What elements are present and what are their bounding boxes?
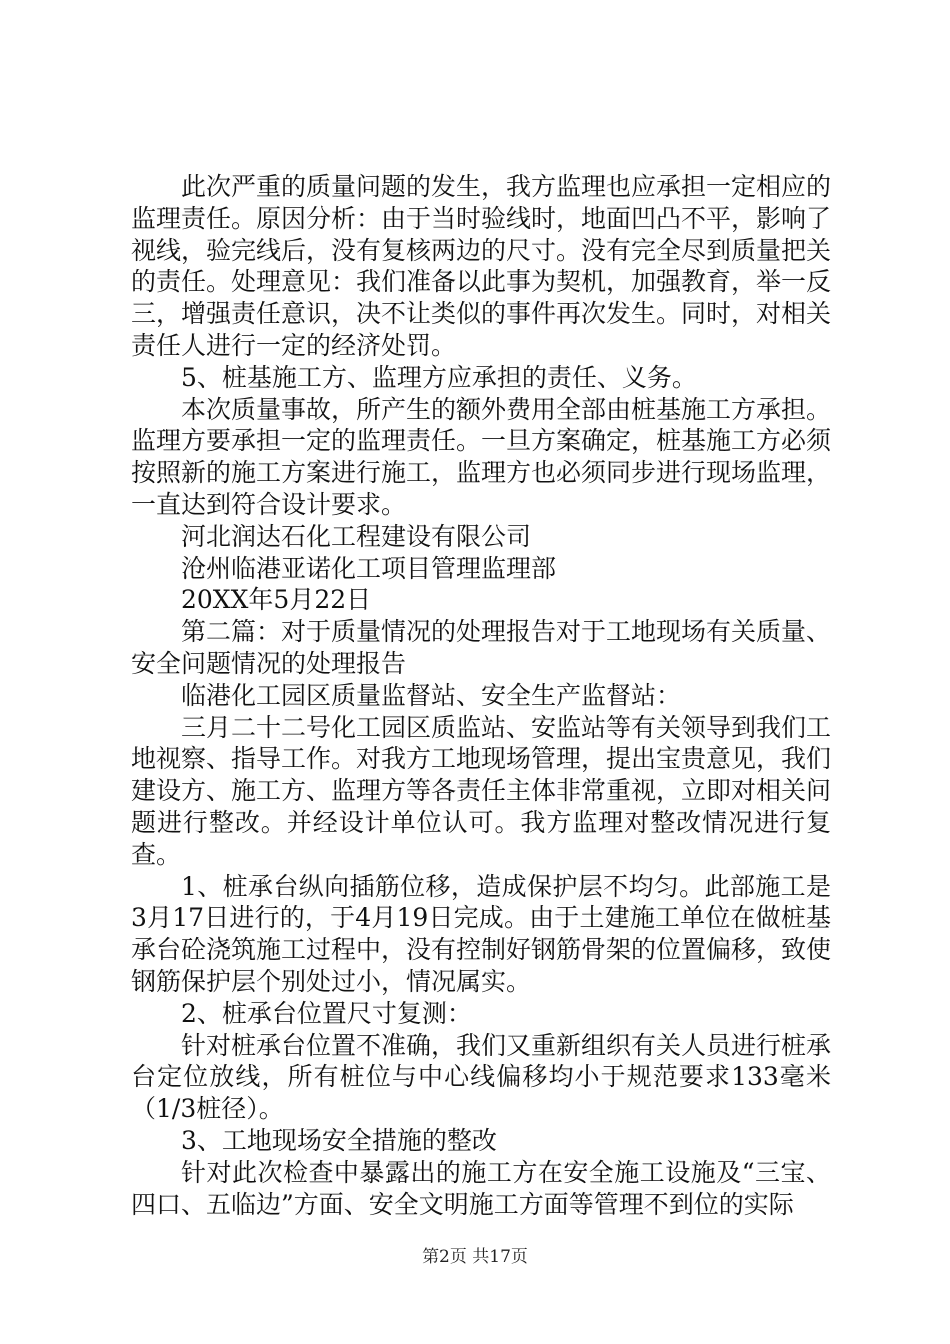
signature-company: 河北润达石化工程建设有限公司 — [181, 521, 532, 551]
paragraph-item-5-heading: 5、桩基施工方、监理方应承担的责任、义务。 — [181, 362, 697, 392]
page-number-footer: 第2页 共17页 — [422, 1247, 528, 1267]
body-text — [131, 171, 831, 1220]
paragraph-item-3-body: 针对此次检查中暴露出的施工方在安全施工设施及“三宝、四口、五临边”方面、安全文明施工方面等管理不到位的实际 — [131, 1157, 831, 1219]
paragraph-item-3-heading: 3、工地现场安全措施的整改 — [181, 1125, 497, 1155]
signature-date: 20XX年5月22日 — [181, 585, 372, 615]
paragraph-item-2-body: 针对桩承台位置不准确，我们又重新组织有关人员进行桩承台定位放线，所有桩位与中心线偏移均小于规范要求133毫米（1/3桩径）。 — [131, 1030, 832, 1124]
addressee: 临港化工园区质量监督站、安全生产监督站： — [181, 680, 682, 710]
section-two-title: 第二篇：对于质量情况的处理报告对于工地现场有关质量、安全问题情况的处理报告 — [131, 617, 832, 678]
paragraph-item-2-heading: 2、桩承台位置尺寸复测： — [181, 998, 472, 1028]
paragraph-inspection-intro: 三月二十二号化工园区质监站、安监站等有关领导到我们工地视察、指导工作。对我方工地现场管理，提出宝贵意见，我们建设方、施工方、监理方等各责任主体非常重视，立即对相关问题进行整改。并经设计单位认可。我方监理对整改情况进行复查。 — [131, 712, 832, 869]
paragraph-item-1: 1、桩承台纵向插筋位移，造成保护层不均匀。此部施工是3月17日进行的，于4月19日完成。由于土建施工单位在做桩基承台砼浇筑施工过程中，没有控制好钢筋骨架的位置偏移，致使钢筋保护层个别处过小，情况属实。 — [131, 871, 832, 996]
paragraph-supervision-responsibility: 此次严重的质量问题的发生，我方监理也应承担一定相应的监理责任。原因分析：由于当时验线时，地面凹凸不平，影响了视线，验完线后，没有复核两边的尺寸。没有完全尽到质量把关的责任。处理意见：我们准备以此事为契机，加强教育，举一反三，增强责任意识，决不让类似的事件再次发生。同时，对相关责任人进行一定的经济处罚。 — [131, 172, 832, 360]
paragraph-cost-responsibility: 本次质量事故，所产生的额外费用全部由桩基施工方承担。监理方要承担一定的监理责任。一旦方案确定，桩基施工方必须按照新的施工方案进行施工，监理方也必须同步进行现场监理，一直达到符合设计要求。 — [131, 394, 832, 519]
signature-department: 沧州临港亚诺化工项目管理监理部 — [181, 553, 557, 583]
